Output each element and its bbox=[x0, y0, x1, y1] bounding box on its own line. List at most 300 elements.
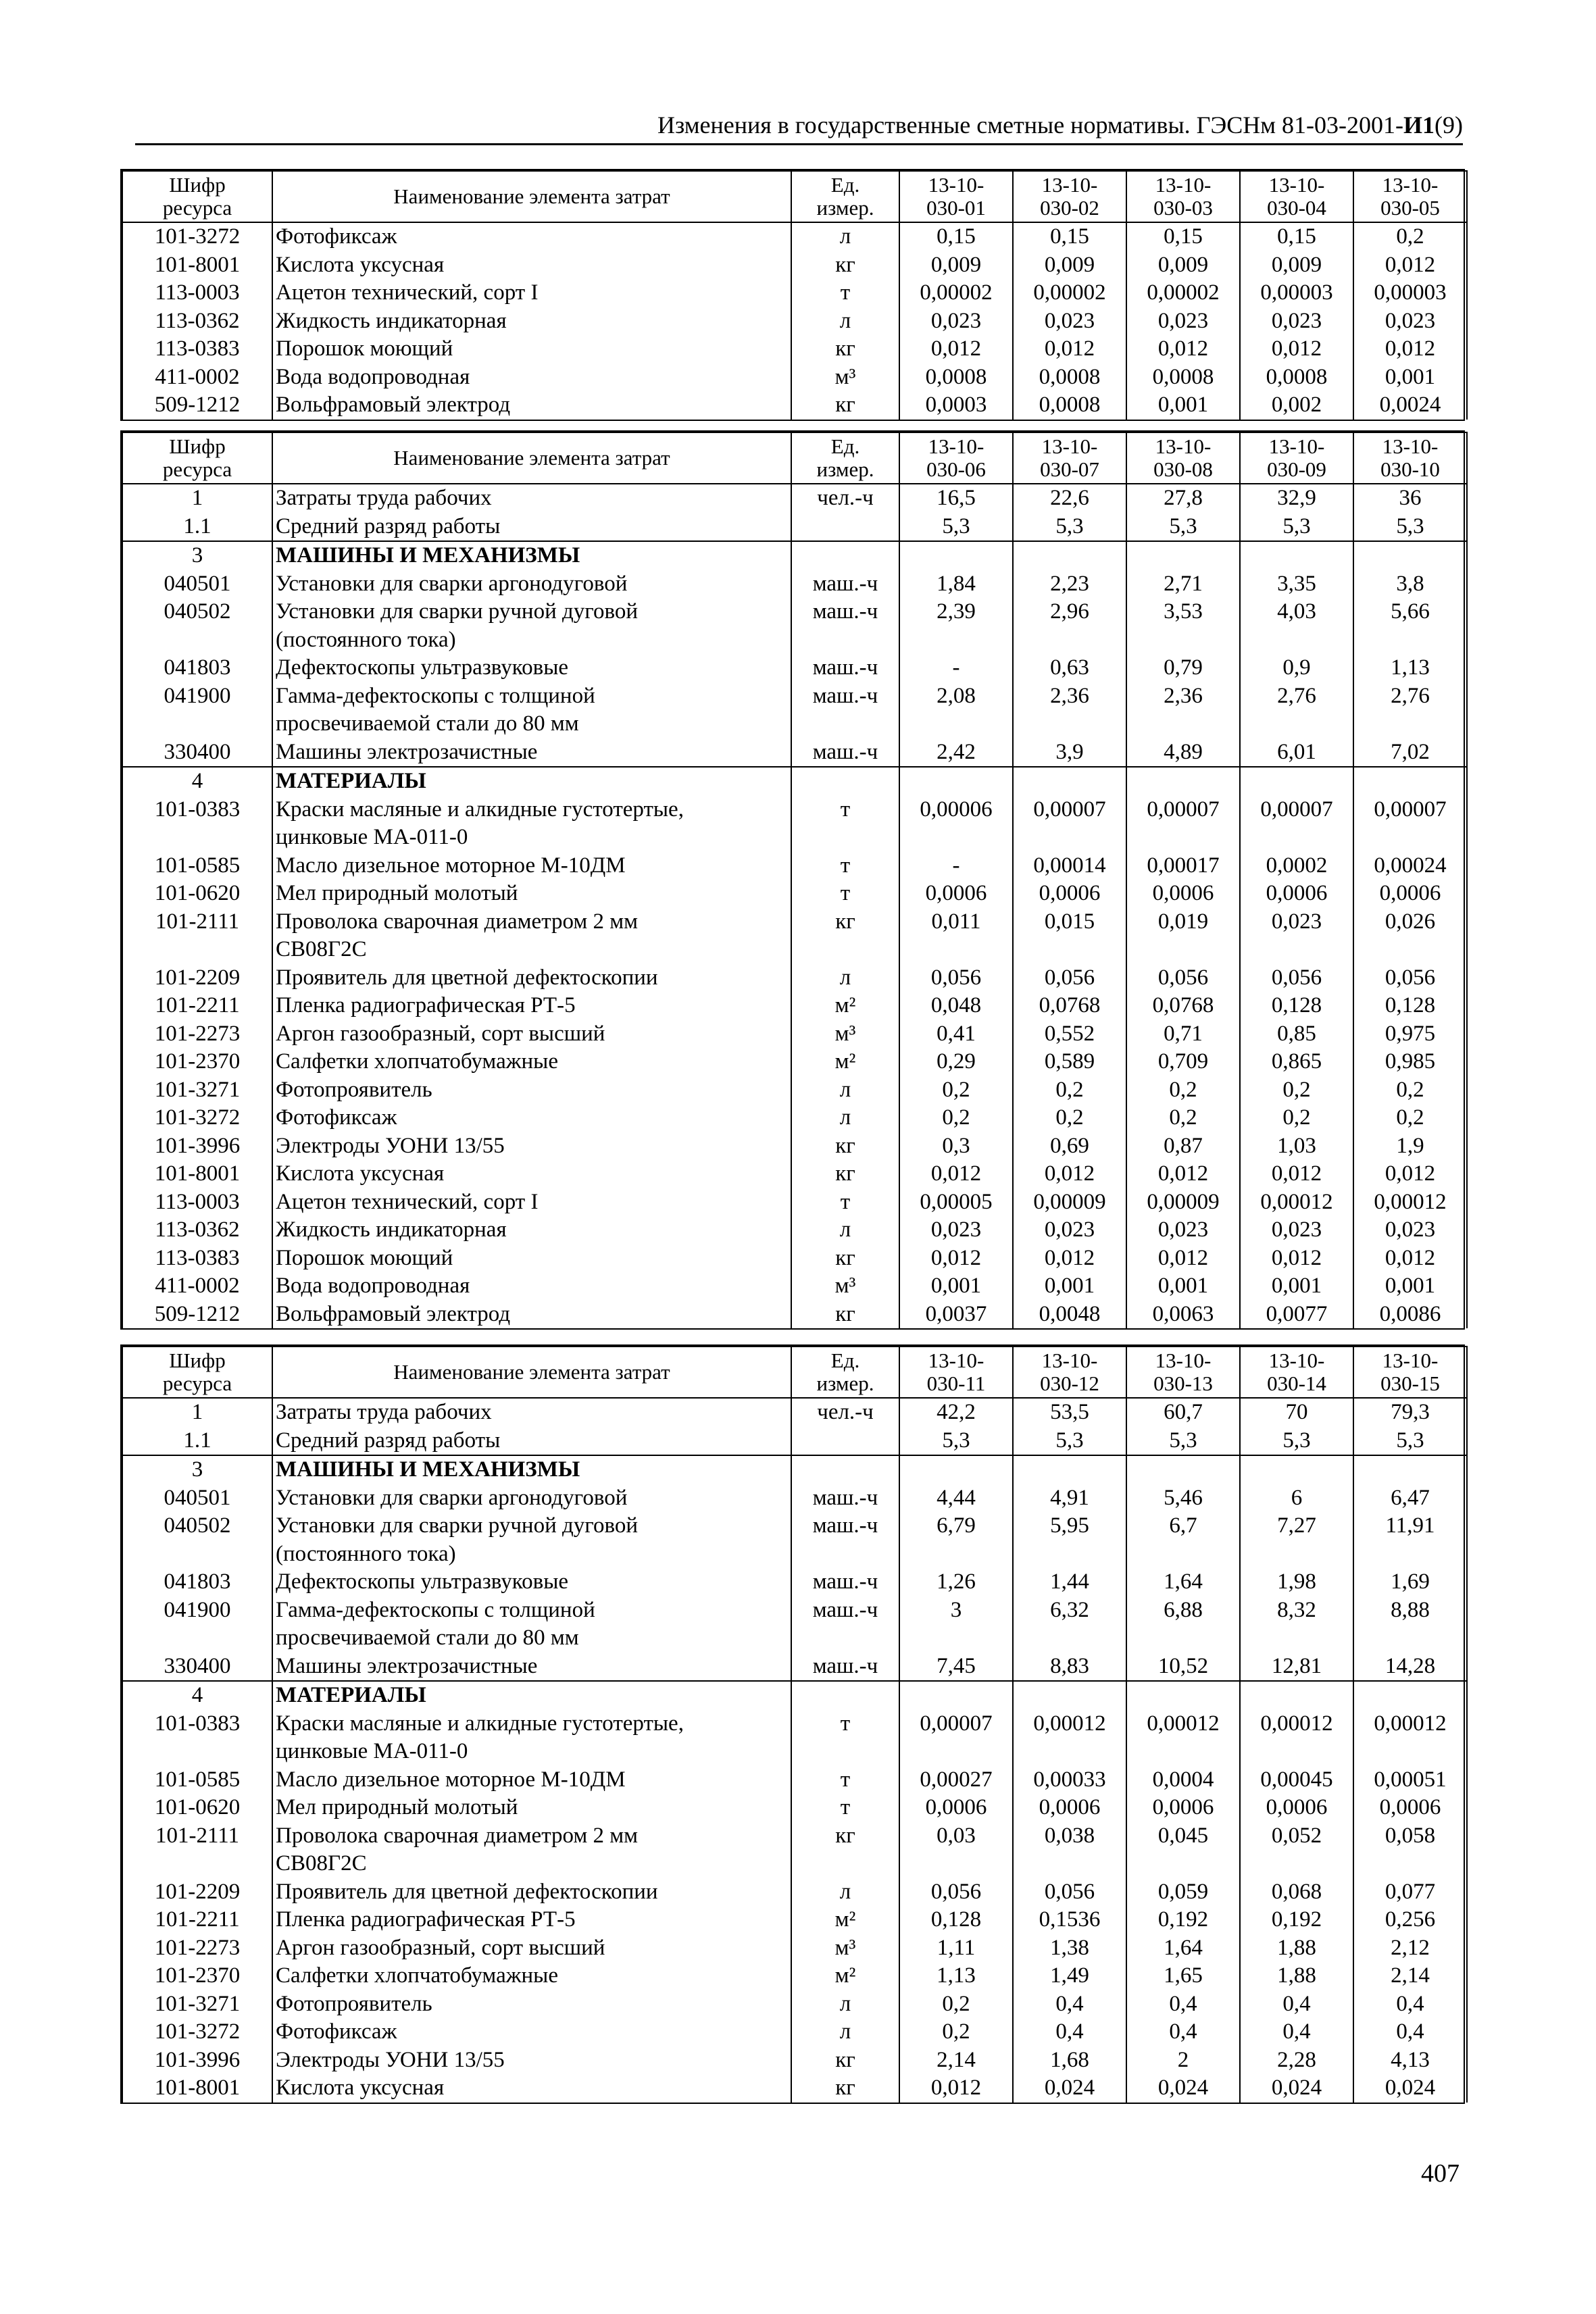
norm-value: 0,3 bbox=[899, 1132, 1013, 1161]
norm-value: 0,012 bbox=[1353, 1160, 1467, 1188]
header-norm-code bbox=[1013, 1347, 1126, 1398]
resource-name-line: Аргон газообразный, сорт высший bbox=[276, 1021, 605, 1046]
resource-name bbox=[272, 1188, 791, 1217]
header-norm-line: 030-14 bbox=[1267, 1372, 1326, 1395]
norm-value: 0,012 bbox=[1126, 335, 1240, 363]
norm-value: 0,589 bbox=[1013, 1048, 1126, 1076]
unit-of-measure: кг bbox=[791, 2046, 899, 2075]
header-norm-line: 13-10- bbox=[1155, 1349, 1212, 1372]
header-title: Изменения в государственные сметные нормативы. ГЭСНм 81-03-2001- bbox=[657, 111, 1403, 139]
norm-value: 0,023 bbox=[1126, 307, 1240, 336]
norm-value: 6,01 bbox=[1240, 738, 1353, 768]
norm-value: 0,002 bbox=[1240, 391, 1353, 420]
norm-value: 2,39 bbox=[899, 598, 1013, 654]
header-norm-code bbox=[1126, 1347, 1240, 1398]
header-norm-code bbox=[1240, 171, 1353, 222]
norm-value: 1,98 bbox=[1240, 1568, 1353, 1596]
unit-of-measure: маш.-ч bbox=[791, 1484, 899, 1513]
norm-value: 0,0024 bbox=[1353, 391, 1467, 420]
resource-code: 101-3271 bbox=[122, 1076, 272, 1105]
norm-value: 6,88 bbox=[1126, 1596, 1240, 1653]
header-norm-code bbox=[1240, 1347, 1353, 1398]
norm-value: 6 bbox=[1240, 1484, 1353, 1513]
resource-name-line: Вольфрамовый электрод bbox=[276, 393, 511, 417]
resource-code: 101-3272 bbox=[122, 2018, 272, 2046]
norm-value: 0,056 bbox=[1126, 964, 1240, 992]
table-row bbox=[122, 1188, 1467, 1217]
norm-value: 0,709 bbox=[1126, 1048, 1240, 1076]
norm-value bbox=[1126, 1455, 1240, 1484]
norm-value: 5,3 bbox=[1240, 1427, 1353, 1456]
norm-value: 5,3 bbox=[1013, 1427, 1126, 1456]
norm-value: 0,009 bbox=[1013, 251, 1126, 280]
norm-value bbox=[1353, 767, 1467, 796]
table-header bbox=[122, 1347, 1467, 1398]
resource-name-line: Фотопроявитель bbox=[276, 1991, 432, 2016]
header-norm-line: 13-10- bbox=[1382, 1349, 1439, 1372]
norm-value: 1,84 bbox=[899, 570, 1013, 599]
resource-name bbox=[272, 1878, 791, 1907]
norm-value bbox=[1240, 767, 1353, 796]
norm-value: 0,2 bbox=[899, 2018, 1013, 2046]
norm-value: 1,69 bbox=[1353, 1568, 1467, 1596]
norm-value: 2 bbox=[1126, 2046, 1240, 2075]
header-norm-line: 13-10- bbox=[1155, 173, 1212, 197]
norm-value: 0,012 bbox=[899, 1244, 1013, 1273]
table-row bbox=[122, 251, 1467, 280]
norm-value: 0,001 bbox=[1240, 1272, 1353, 1301]
norm-value: 0,024 bbox=[1240, 2074, 1353, 2103]
table-row bbox=[122, 992, 1467, 1020]
header-name: Наименование элемента затрат bbox=[272, 432, 791, 484]
resource-name-line: Гамма-дефектоскопы с толщиной bbox=[276, 1597, 595, 1622]
norm-value: 5,95 bbox=[1013, 1512, 1126, 1568]
norm-value bbox=[1353, 541, 1467, 570]
norm-value: 4,44 bbox=[899, 1484, 1013, 1513]
norm-value: 0,019 bbox=[1126, 908, 1240, 964]
norm-value: 2,14 bbox=[899, 2046, 1013, 2075]
norm-value: 0,2 bbox=[1013, 1104, 1126, 1132]
norm-value: 0,2 bbox=[1126, 1076, 1240, 1105]
unit-of-measure: маш.-ч bbox=[791, 738, 899, 768]
resource-code: 040501 bbox=[122, 1484, 272, 1513]
header-norm-line: 13-10- bbox=[1268, 173, 1325, 197]
norm-value: 2,28 bbox=[1240, 2046, 1353, 2075]
norm-value: 0,00007 bbox=[1353, 796, 1467, 852]
norm-value: 5,3 bbox=[1353, 513, 1467, 542]
norm-value: 5,3 bbox=[899, 1427, 1013, 1456]
norm-value: 1,64 bbox=[1126, 1568, 1240, 1596]
resource-code: 041803 bbox=[122, 654, 272, 682]
norm-value: 0,2 bbox=[1353, 1076, 1467, 1105]
unit-of-measure: т bbox=[791, 1766, 899, 1794]
resource-name-line: Проявитель для цветной дефектоскопии bbox=[276, 1879, 658, 1904]
resource-code: 101-2370 bbox=[122, 1048, 272, 1076]
resource-code: 041900 bbox=[122, 682, 272, 738]
table-row bbox=[122, 1301, 1467, 1329]
table-row bbox=[122, 880, 1467, 908]
norm-value: 0,0006 bbox=[899, 880, 1013, 908]
norm-value: 0,00051 bbox=[1353, 1766, 1467, 1794]
header-norm-code bbox=[1126, 171, 1240, 222]
norm-value: 0,128 bbox=[899, 1906, 1013, 1934]
header-unit-line: измер. bbox=[816, 457, 874, 481]
table-row bbox=[122, 852, 1467, 880]
norm-value: 0,00017 bbox=[1126, 852, 1240, 880]
resource-code: 1.1 bbox=[122, 513, 272, 542]
norm-value: 4,13 bbox=[1353, 2046, 1467, 2075]
unit-of-measure bbox=[791, 541, 899, 570]
resource-name bbox=[272, 1934, 791, 1963]
resource-name-line: Пленка радиографическая РТ-5 bbox=[276, 993, 576, 1017]
norm-value: 0,024 bbox=[1013, 2074, 1126, 2103]
resource-name bbox=[272, 1710, 791, 1766]
resource-name-line: Дефектоскопы ультразвуковые bbox=[276, 655, 569, 680]
norm-value: 1,88 bbox=[1240, 1934, 1353, 1963]
resource-name bbox=[272, 1048, 791, 1076]
header-norm-code bbox=[1013, 432, 1126, 484]
table-row bbox=[122, 1020, 1467, 1049]
table-row bbox=[122, 1794, 1467, 1822]
unit-of-measure: маш.-ч bbox=[791, 682, 899, 738]
table-row bbox=[122, 1934, 1467, 1963]
table-row bbox=[122, 1048, 1467, 1076]
norm-value: 27,8 bbox=[1126, 484, 1240, 513]
resource-code: 1 bbox=[122, 484, 272, 513]
table-row bbox=[122, 1568, 1467, 1596]
unit-of-measure: кг bbox=[791, 1244, 899, 1273]
resource-code: 411-0002 bbox=[122, 363, 272, 392]
unit-of-measure bbox=[791, 767, 899, 796]
norm-value: 0,4 bbox=[1353, 1990, 1467, 2019]
resource-name bbox=[272, 391, 791, 420]
resource-name bbox=[272, 1906, 791, 1934]
norm-value: 0,63 bbox=[1013, 654, 1126, 682]
norm-value: 3,35 bbox=[1240, 570, 1353, 599]
header-norm-code bbox=[1126, 432, 1240, 484]
running-header bbox=[135, 107, 1463, 145]
section-title bbox=[272, 1455, 791, 1484]
table-row bbox=[122, 2046, 1467, 2075]
norm-value: 0,0006 bbox=[1013, 880, 1126, 908]
norm-value bbox=[899, 767, 1013, 796]
resource-code: 101-0585 bbox=[122, 1766, 272, 1794]
unit-of-measure: маш.-ч bbox=[791, 1653, 899, 1682]
header-norm-line: 030-01 bbox=[926, 196, 986, 220]
table-row bbox=[122, 2074, 1467, 2103]
resource-name-line: Жидкость индикаторная bbox=[276, 1217, 507, 1242]
resource-code: 101-3272 bbox=[122, 1104, 272, 1132]
norm-value: 0,009 bbox=[899, 251, 1013, 280]
cost-table bbox=[122, 170, 1468, 420]
resource-name bbox=[272, 1596, 791, 1653]
header-name: Наименование элемента затрат bbox=[272, 171, 791, 222]
norm-value: 0,0008 bbox=[1126, 363, 1240, 392]
resource-name-line: Средний разряд работы bbox=[276, 513, 501, 538]
norm-value: 79,3 bbox=[1353, 1398, 1467, 1427]
norm-value: 2,36 bbox=[1013, 682, 1126, 738]
norm-value: 6,79 bbox=[899, 1512, 1013, 1568]
norm-value: 0,0768 bbox=[1126, 992, 1240, 1020]
resource-name bbox=[272, 796, 791, 852]
resource-code: 101-3996 bbox=[122, 1132, 272, 1161]
norm-value: 0,012 bbox=[1240, 335, 1353, 363]
norm-value: 0,001 bbox=[1013, 1272, 1126, 1301]
norm-value: 0,026 bbox=[1353, 908, 1467, 964]
resource-code: 101-0585 bbox=[122, 852, 272, 880]
resource-name bbox=[272, 1160, 791, 1188]
header-row bbox=[122, 432, 1467, 484]
norm-value: 0,0048 bbox=[1013, 1301, 1126, 1329]
resource-name-line: Проволока сварочная диаметром 2 мм bbox=[276, 909, 639, 934]
norm-value: 2,12 bbox=[1353, 1934, 1467, 1963]
norm-value: 0,00024 bbox=[1353, 852, 1467, 880]
header-norm-line: 13-10- bbox=[1155, 434, 1212, 458]
table-row bbox=[122, 964, 1467, 992]
unit-of-measure: м³ bbox=[791, 1020, 899, 1049]
resource-name bbox=[272, 1244, 791, 1273]
header-norm-code bbox=[899, 432, 1013, 484]
resource-name bbox=[272, 1272, 791, 1301]
unit-of-measure: кг bbox=[791, 335, 899, 363]
unit-of-measure: кг bbox=[791, 1160, 899, 1188]
resource-code: 113-0362 bbox=[122, 1216, 272, 1244]
section-title bbox=[272, 541, 791, 570]
norm-value: 0,15 bbox=[1126, 222, 1240, 251]
norm-value: 0,00045 bbox=[1240, 1766, 1353, 1794]
resource-code: 101-3271 bbox=[122, 1990, 272, 2019]
norm-value: 5,46 bbox=[1126, 1484, 1240, 1513]
header-norm-line: 030-11 bbox=[926, 1372, 986, 1395]
norm-value: 16,5 bbox=[899, 484, 1013, 513]
unit-of-measure: л bbox=[791, 307, 899, 336]
table-row bbox=[122, 1272, 1467, 1301]
header-norm-line: 030-10 bbox=[1380, 457, 1440, 481]
table-header bbox=[122, 171, 1467, 222]
resource-name bbox=[272, 570, 791, 599]
norm-value bbox=[1013, 767, 1126, 796]
resource-name bbox=[272, 964, 791, 992]
norm-value: 0,0008 bbox=[1013, 391, 1126, 420]
norm-value: 5,66 bbox=[1353, 598, 1467, 654]
norm-value: 0,00007 bbox=[899, 1710, 1013, 1766]
norm-value: 42,2 bbox=[899, 1398, 1013, 1427]
unit-of-measure: кг bbox=[791, 1132, 899, 1161]
header-norm-line: 13-10- bbox=[928, 434, 984, 458]
norm-value: 0,00007 bbox=[1240, 796, 1353, 852]
norm-value: 0,077 bbox=[1353, 1878, 1467, 1907]
unit-of-measure: кг bbox=[791, 251, 899, 280]
header-code bbox=[122, 171, 272, 222]
table-row bbox=[122, 598, 1467, 654]
resource-name-line: Гамма-дефектоскопы с толщиной bbox=[276, 683, 595, 708]
unit-of-measure: л bbox=[791, 1990, 899, 2019]
table-row bbox=[122, 1244, 1467, 1273]
resource-name-line: цинковые МА-011-0 bbox=[276, 825, 468, 849]
norm-value: 1,65 bbox=[1126, 1962, 1240, 1990]
header-norm-line: 13-10- bbox=[928, 1349, 984, 1372]
norm-value: 0,0006 bbox=[1353, 880, 1467, 908]
header-code-line: ресурса bbox=[162, 1372, 232, 1395]
unit-of-measure: л bbox=[791, 1104, 899, 1132]
norm-value: 0,00006 bbox=[899, 796, 1013, 852]
norm-value: 0,001 bbox=[1126, 391, 1240, 420]
norm-value: 11,91 bbox=[1353, 1512, 1467, 1568]
norm-value bbox=[1126, 767, 1240, 796]
cost-table bbox=[122, 432, 1468, 1328]
norm-value: 0,4 bbox=[1240, 2018, 1353, 2046]
norm-value: 0,00005 bbox=[899, 1188, 1013, 1217]
resource-name bbox=[272, 1484, 791, 1513]
resource-code: 101-2209 bbox=[122, 964, 272, 992]
resource-code: 101-0620 bbox=[122, 880, 272, 908]
resource-code: 3 bbox=[122, 1455, 272, 1484]
header-code-line: ресурса bbox=[162, 457, 232, 481]
norm-value: 10,52 bbox=[1126, 1653, 1240, 1682]
norm-value: 5,3 bbox=[899, 513, 1013, 542]
resource-name-line: Ацетон технический, сорт I bbox=[276, 1189, 539, 1214]
table-row bbox=[122, 1132, 1467, 1161]
section-title bbox=[272, 767, 791, 796]
norm-value: 2,36 bbox=[1126, 682, 1240, 738]
norm-value bbox=[1240, 541, 1353, 570]
table-row bbox=[122, 1216, 1467, 1244]
norm-value: 32,9 bbox=[1240, 484, 1353, 513]
resource-name-line: Ацетон технический, сорт I bbox=[276, 280, 539, 305]
norm-value: 2,08 bbox=[899, 682, 1013, 738]
norm-value: 0,00027 bbox=[899, 1766, 1013, 1794]
norm-value: 8,83 bbox=[1013, 1653, 1126, 1682]
norm-value: 0,2 bbox=[899, 1104, 1013, 1132]
norm-value: 0,00002 bbox=[1013, 279, 1126, 307]
resource-name-line: Пленка радиографическая РТ-5 bbox=[276, 1907, 576, 1932]
norm-value: 14,28 bbox=[1353, 1653, 1467, 1682]
resource-name bbox=[272, 1216, 791, 1244]
norm-value bbox=[1240, 1681, 1353, 1710]
resource-name bbox=[272, 654, 791, 682]
resource-name bbox=[272, 1301, 791, 1329]
norm-value: 0,068 bbox=[1240, 1878, 1353, 1907]
resource-code: 330400 bbox=[122, 738, 272, 768]
norm-value: 0,0004 bbox=[1126, 1766, 1240, 1794]
resource-name-line: Установки для сварки аргонодуговой bbox=[276, 1485, 628, 1510]
header-row bbox=[122, 171, 1467, 222]
norm-value: 0,9 bbox=[1240, 654, 1353, 682]
table-row bbox=[122, 908, 1467, 964]
resource-code: 041900 bbox=[122, 1596, 272, 1653]
norm-value: 0,00012 bbox=[1013, 1710, 1126, 1766]
header-norm-line: 13-10- bbox=[1268, 434, 1325, 458]
norm-value: 0,2 bbox=[1353, 222, 1467, 251]
resource-code: 101-2111 bbox=[122, 908, 272, 964]
unit-of-measure: л bbox=[791, 2018, 899, 2046]
resource-name bbox=[272, 598, 791, 654]
resource-name bbox=[272, 1822, 791, 1878]
resource-name bbox=[272, 2074, 791, 2103]
norm-value: 0,058 bbox=[1353, 1822, 1467, 1878]
norm-value: 6,32 bbox=[1013, 1596, 1126, 1653]
header-norm-code bbox=[1353, 432, 1467, 484]
resource-code: 509-1212 bbox=[122, 1301, 272, 1329]
norm-value: 0,012 bbox=[899, 335, 1013, 363]
norm-value: 0,024 bbox=[1126, 2074, 1240, 2103]
norm-value: 1,44 bbox=[1013, 1568, 1126, 1596]
norm-value: 0,4 bbox=[1353, 2018, 1467, 2046]
unit-of-measure: л bbox=[791, 222, 899, 251]
norm-value: 0,011 bbox=[899, 908, 1013, 964]
table-row bbox=[122, 363, 1467, 392]
norm-value: 0,00003 bbox=[1240, 279, 1353, 307]
norm-value: 0,00009 bbox=[1013, 1188, 1126, 1217]
norm-value bbox=[1353, 1681, 1467, 1710]
resource-name-line: Затраты труда рабочих bbox=[276, 1400, 492, 1424]
norm-value: 0,71 bbox=[1126, 1020, 1240, 1049]
resource-name bbox=[272, 1076, 791, 1105]
norm-value: - bbox=[899, 852, 1013, 880]
table-row bbox=[122, 654, 1467, 682]
table-body bbox=[122, 1398, 1467, 2103]
header-norm-line: 13-10- bbox=[1041, 1349, 1098, 1372]
unit-of-measure: т bbox=[791, 279, 899, 307]
norm-value bbox=[899, 541, 1013, 570]
unit-of-measure: кг bbox=[791, 1822, 899, 1878]
resource-name-line: Затраты труда рабочих bbox=[276, 486, 492, 510]
resource-code: 113-0362 bbox=[122, 307, 272, 336]
resource-code: 101-2273 bbox=[122, 1934, 272, 1963]
header-code-line: Шифр bbox=[169, 1349, 226, 1372]
resource-code: 3 bbox=[122, 541, 272, 570]
norm-value bbox=[1126, 1681, 1240, 1710]
header-norm-line: 030-02 bbox=[1040, 196, 1099, 220]
resource-name bbox=[272, 307, 791, 336]
resource-name-line: Кислота уксусная bbox=[276, 1161, 445, 1186]
norm-value: 0,023 bbox=[1126, 1216, 1240, 1244]
norm-value: 0,015 bbox=[1013, 908, 1126, 964]
norm-value: 2,71 bbox=[1126, 570, 1240, 599]
norm-value: 7,45 bbox=[899, 1653, 1013, 1682]
section-row bbox=[122, 1681, 1467, 1710]
resource-code: 040501 bbox=[122, 570, 272, 599]
norm-value: 1,88 bbox=[1240, 1962, 1353, 1990]
resource-name bbox=[272, 484, 791, 513]
unit-of-measure: т bbox=[791, 796, 899, 852]
resource-name-line: Салфетки хлопчатобумажные bbox=[276, 1963, 558, 1988]
header-norm-line: 13-10- bbox=[1268, 1349, 1325, 1372]
norm-value: 0,009 bbox=[1240, 251, 1353, 280]
table-row bbox=[122, 1076, 1467, 1105]
table-row bbox=[122, 1906, 1467, 1934]
resource-code: 101-8001 bbox=[122, 251, 272, 280]
resource-name-line: Порошок моющий bbox=[276, 336, 453, 361]
norm-value: 0,128 bbox=[1240, 992, 1353, 1020]
norm-value: 0,0077 bbox=[1240, 1301, 1353, 1329]
table-row bbox=[122, 1822, 1467, 1878]
unit-of-measure: кг bbox=[791, 1301, 899, 1329]
norm-value: 0,1536 bbox=[1013, 1906, 1126, 1934]
header-unit-line: измер. bbox=[816, 1372, 874, 1395]
resource-name bbox=[272, 1104, 791, 1132]
resource-name-line: Кислота уксусная bbox=[276, 2076, 445, 2100]
table-row bbox=[122, 1160, 1467, 1188]
unit-of-measure bbox=[791, 1455, 899, 1484]
resource-name bbox=[272, 279, 791, 307]
cost-table-1 bbox=[120, 169, 1465, 421]
section-title bbox=[272, 1681, 791, 1710]
table-row bbox=[122, 1962, 1467, 1990]
norm-value: 12,81 bbox=[1240, 1653, 1353, 1682]
norm-value: 5,3 bbox=[1240, 513, 1353, 542]
resource-name-line: Аргон газообразный, сорт высший bbox=[276, 1935, 605, 1960]
